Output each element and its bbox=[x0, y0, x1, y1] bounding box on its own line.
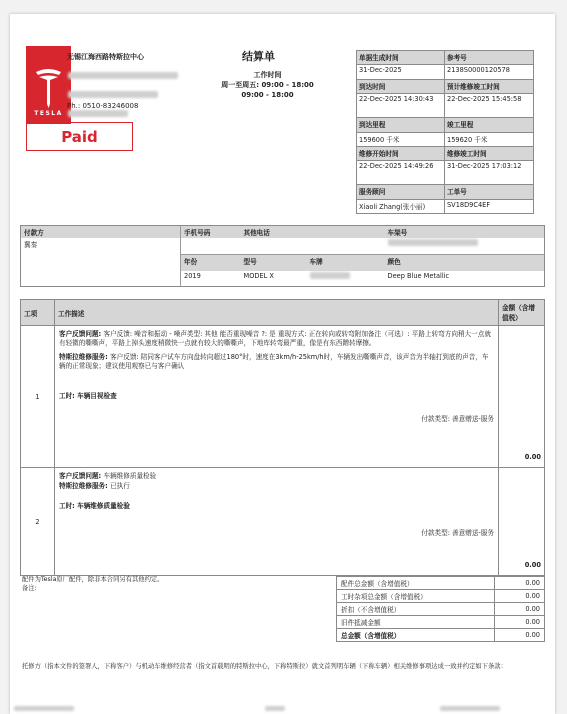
label-model: 型号 bbox=[241, 254, 307, 271]
total-labor-label: 工时杂项总金额（含增值税） bbox=[337, 590, 495, 603]
work-order-no: SV18D9C4EF bbox=[445, 199, 534, 213]
arrival-time: 22-Dec-2025 14:30:43 bbox=[357, 94, 445, 118]
label-other-phone: 其他电话 bbox=[241, 226, 307, 239]
customer-feedback: 车辆维修质量检验 bbox=[103, 472, 157, 480]
job-amount: 0.00 bbox=[499, 468, 545, 576]
paid-stamp: Paid bbox=[26, 122, 133, 151]
label-ref-no: 参考号 bbox=[445, 51, 534, 65]
customer-vehicle-table bbox=[20, 225, 545, 287]
label-color: 颜色 bbox=[385, 254, 545, 271]
vehicle-year: 2019 bbox=[181, 271, 241, 286]
totals-table bbox=[336, 576, 545, 642]
ref-no: 2138S0000120578 bbox=[445, 65, 534, 79]
doc-time: 31-Dec-2025 bbox=[357, 65, 445, 79]
col-description: 工作描述 bbox=[55, 300, 499, 326]
label-mobile: 手机号码 bbox=[181, 226, 241, 239]
vehicle-color: Deep Blue Metallic bbox=[387, 271, 450, 280]
store-phone: Ph.: 0510-83246008 bbox=[67, 102, 139, 110]
agreement-text: 托修方（指本文件的签署人，下称客户）与机动车维修经营者（指文首载明的特斯拉中心，下称特斯拉）就文首列明车辆（下称车辆）相关维修事项达成一致并约定如下条款： bbox=[22, 663, 507, 670]
job-number: 2 bbox=[21, 468, 55, 576]
old-parts-credit: 0.00 bbox=[495, 616, 545, 629]
job-number: 1 bbox=[21, 326, 55, 468]
job-description: 客户反馈问题: 客户反馈: 噪音和振动 - 噪声类型: 其他 能否重现噪音 ?: 是 重现方式: 正在转向或转弯附加备注（可选）: 平路上转弯方向稍大一点就有轻微的嘶嘶声，平路上掉头速度稍微快一点就有较大的嘶嘶声，下地库转弯最严重，像是有东西蹭转摩擦。 特斯拉维修服务: 客户反馈: 陪同客户试车方向盘转向超过180°时，速度在3km/h-25km/h时，车辆发出嘶嘶声音，该声音为半轴打到底的声音，车辆的正常现象；建议使用观察已与客户确认 工时: 车辆目视检查 付款类型: 善意赠送-服务 bbox=[55, 326, 499, 468]
done-mileage: 159620 千米 bbox=[445, 132, 534, 146]
label-repair-end: 维修竣工时间 bbox=[445, 146, 534, 160]
job-amount: 0.00 bbox=[499, 326, 545, 468]
col-job-no: 工项 bbox=[21, 300, 55, 326]
labor-item: 工时: 车辆维修质量检验 bbox=[59, 502, 130, 511]
label-arrival-mileage: 到达里程 bbox=[357, 118, 445, 132]
label-year: 年份 bbox=[181, 254, 241, 271]
table-row bbox=[21, 326, 545, 468]
label-advisor: 服务顾问 bbox=[357, 185, 445, 199]
label-arrival: 到达时间 bbox=[357, 79, 445, 93]
service-advisor: Xiaoli Zhang(张小丽) bbox=[357, 199, 445, 213]
table-row bbox=[21, 468, 545, 576]
address-redacted bbox=[68, 64, 178, 121]
logo-text: TESLA bbox=[34, 110, 63, 117]
hours-line-2: 09:00 - 18:00 bbox=[241, 91, 294, 99]
repair-service: 客户反馈: 陪同客户试车方向盘转向超过180°时，速度在3km/h-25km/h时，车辆发出嘶嘶声音，该声音为半轴打到底的声音，车辆的正常现象；建议使用观察已与客户确认 bbox=[59, 353, 489, 370]
label-work-order: 工单号 bbox=[445, 185, 534, 199]
grand-total: 0.00 bbox=[495, 629, 545, 642]
customer-feedback: 客户反馈: 噪音和振动 - 噪声类型: 其他 能否重现噪音 ?: 是 重现方式: 正在转向或转弯附加备注（可选）: 平路上转弯方向稍大一点就有轻微的嘶嘶声，平路上掉头速度稍微快一点就有较大的嘶嘶声，下地库转弯最严重，像是有东西蹭转摩擦。 bbox=[59, 330, 491, 347]
plate-redacted bbox=[307, 271, 385, 286]
jobs-table bbox=[20, 299, 545, 576]
vehicle-model: MODEL X bbox=[243, 271, 274, 280]
invoice-page bbox=[10, 14, 555, 714]
arrival-mileage: 159600 千米 bbox=[357, 132, 445, 146]
document-title: 结算单 bbox=[242, 50, 275, 63]
est-done-time: 22-Dec-2025 15:45:58 bbox=[445, 94, 534, 118]
payer-name: 冀秦 bbox=[24, 241, 38, 249]
total-labor: 0.00 bbox=[495, 590, 545, 603]
label-payer: 付款方 bbox=[21, 226, 181, 239]
job-description: 客户反馈问题: 车辆维修质量检验 特斯拉维修服务: 已执行 工时: 车辆维修质量检验 付款类型: 善意赠送-服务 bbox=[55, 468, 499, 576]
labor-item: 工时: 车辆目视检查 bbox=[59, 392, 117, 401]
label-est-done: 预计维修竣工时间 bbox=[445, 79, 534, 93]
old-parts-label: 旧件抵减金额 bbox=[337, 616, 495, 629]
repair-start: 22-Dec-2025 14:49:26 bbox=[357, 161, 445, 185]
total-parts-label: 配件总金额（含增值税） bbox=[337, 577, 495, 590]
hours-title: 工作时间 bbox=[253, 71, 282, 79]
grand-total-label: 总金额（含增值税） bbox=[337, 629, 495, 642]
remarks-label: 备注: bbox=[22, 585, 37, 592]
repair-service: 已执行 bbox=[110, 481, 130, 490]
payment-type: 付款类型: 善意赠送-服务 bbox=[421, 528, 494, 537]
vin-redacted bbox=[385, 238, 545, 254]
total-parts: 0.00 bbox=[495, 577, 545, 590]
payment-type: 付款类型: 善意赠送-服务 bbox=[421, 414, 494, 423]
label-vin: 车架号 bbox=[385, 226, 545, 239]
hours-line-1: 周一至周五: 09:00 - 18:00 bbox=[221, 81, 314, 89]
label-doc-time: 单据生成时间 bbox=[357, 51, 445, 65]
repair-end: 31-Dec-2025 17:03:12 bbox=[445, 161, 534, 185]
label-plate: 车牌 bbox=[307, 254, 385, 271]
discount-label: 折扣（不含增值税） bbox=[337, 603, 495, 616]
parts-note: 配件为Tesla原厂配件，除非本合同另有其他约定。 bbox=[22, 576, 164, 583]
label-repair-start: 维修开始时间 bbox=[357, 146, 445, 160]
discount: 0.00 bbox=[495, 603, 545, 616]
order-info-table bbox=[356, 50, 534, 214]
store-name: 无锡江海西路特斯拉中心 bbox=[67, 53, 144, 61]
tesla-logo bbox=[26, 46, 71, 124]
col-amount: 金额（含增值税） bbox=[499, 300, 545, 326]
label-done-mileage: 竣工里程 bbox=[445, 118, 534, 132]
